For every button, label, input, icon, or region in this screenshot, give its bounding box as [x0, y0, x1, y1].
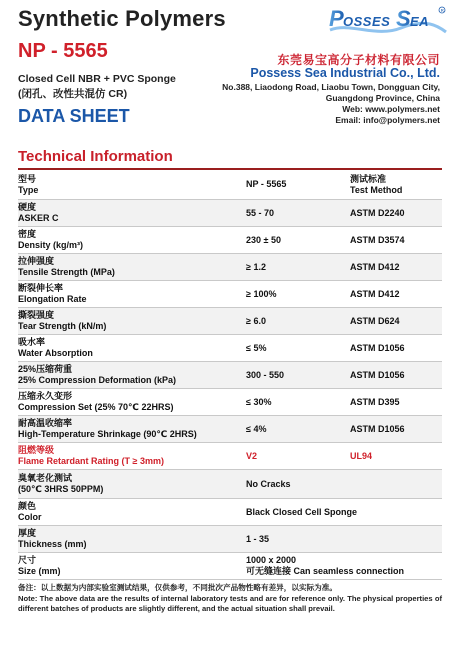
company-email: Email: info@polymers.net — [335, 115, 440, 125]
test-method-en: ASTM D395 — [350, 396, 400, 407]
property-name-en: ASKER C — [18, 213, 59, 223]
property-name-cn: 尺寸 — [18, 555, 37, 565]
test-method — [348, 254, 442, 280]
company-web: Web: www.polymers.net — [342, 104, 440, 114]
property-name-en: Compression Set (25% 70℃ 22HRS) — [18, 402, 174, 412]
property-name-cn: 压缩永久变形 — [18, 391, 73, 401]
company-name-cn: 东莞易宝高分子材料有限公司 — [277, 53, 440, 67]
property-value — [244, 335, 348, 361]
test-method-en: ASTM D412 — [350, 261, 400, 272]
property-value-text: ≥ 1.2 — [246, 261, 266, 272]
spec-table — [18, 168, 442, 580]
property-name-cn: 密度 — [18, 229, 37, 239]
property-name-en: Thickness (mm) — [18, 539, 87, 549]
property-value-text: ≥ 6.0 — [246, 315, 266, 326]
property-value-text: 1000 x 2000 — [246, 555, 297, 565]
property-value — [244, 499, 442, 525]
property-name-cn: 臭氧老化测试 — [18, 473, 73, 483]
property-value-text: ≤ 4% — [246, 423, 267, 434]
svg-text:OSSES: OSSES — [343, 14, 391, 29]
test-method — [348, 227, 442, 253]
property-value — [244, 470, 442, 498]
svg-text:EA: EA — [410, 14, 430, 29]
test-method-en: ASTM D412 — [350, 288, 400, 299]
test-method-en: ASTM D1056 — [350, 369, 405, 380]
test-method-en: UL94 — [350, 450, 373, 461]
property-name-en: Tensile Strength (MPa) — [18, 267, 115, 277]
svg-text:R: R — [440, 7, 444, 13]
property-value — [244, 526, 442, 552]
property-name — [18, 335, 244, 361]
table-row-flame-rating — [18, 443, 442, 470]
property-name — [18, 416, 244, 442]
property-name-en: Size (mm) — [18, 566, 61, 576]
property-value-text: 300 - 550 — [246, 369, 285, 380]
table-row — [18, 389, 442, 416]
property-name-cn: 撕裂强度 — [18, 310, 55, 320]
property-name-en: High-Temperature Shrinkage (90℃ 2HRS) — [18, 429, 197, 439]
property-name-cn: 断裂伸长率 — [18, 283, 64, 293]
property-value-text: ≥ 100% — [246, 288, 277, 299]
table-row — [18, 499, 442, 526]
property-value-text: Black Closed Cell Sponge — [246, 506, 358, 517]
test-method — [348, 281, 442, 307]
property-value-text: NP - 5565 — [246, 179, 287, 189]
property-value — [244, 389, 348, 415]
property-value — [244, 443, 348, 469]
property-name-cn: 阻燃等级 — [18, 445, 55, 455]
property-value-text: 230 ± 50 — [246, 234, 281, 245]
property-name — [18, 281, 244, 307]
property-name-cn: 拉伸强度 — [18, 256, 55, 266]
property-value — [244, 308, 348, 334]
property-name-en: Flame Retardant Rating (T ≥ 3mm) — [18, 456, 164, 466]
property-name — [18, 443, 244, 469]
test-method — [348, 443, 442, 469]
property-value — [244, 553, 442, 579]
property-name-en: 25% Compression Deformation (kPa) — [18, 375, 177, 385]
property-name — [18, 308, 244, 334]
property-name — [18, 389, 244, 415]
property-value-text: V2 — [246, 450, 258, 461]
company-contact-info — [150, 82, 440, 126]
footnote-en: Note: The above data are the results of internal laboratory tests and are for reference only. The physical properties of different batches of products are slightly different, and the actual situation shall prevail. — [18, 593, 442, 613]
company-address-line2: Guangdong Province, China — [325, 93, 440, 103]
product-desc-cn: (闭孔、改性共混仿 CR) — [18, 88, 128, 100]
property-name-en: Type — [18, 184, 39, 195]
property-value — [244, 200, 348, 226]
company-address-line1: No.388, Liaodong Road, Liaobu Town, Dongguan City, — [222, 82, 440, 92]
property-name-en: Tear Strength (kN/m) — [18, 321, 107, 331]
test-method-en: ASTM D2240 — [350, 207, 405, 218]
test-method-en: ASTM D3574 — [350, 234, 405, 245]
property-name-cn: 吸水率 — [18, 337, 46, 347]
test-method — [348, 200, 442, 226]
property-name — [18, 553, 244, 579]
property-value-text: ≤ 30% — [246, 396, 272, 407]
property-name — [18, 362, 244, 388]
table-row — [18, 200, 442, 227]
table-row — [18, 227, 442, 254]
property-name-cn: 25%压缩荷重 — [18, 364, 73, 374]
product-desc-en: Closed Cell NBR + PVC Sponge — [18, 73, 176, 85]
property-name-cn: 厚度 — [18, 528, 37, 538]
test-method — [348, 335, 442, 361]
property-name-cn: 耐高温收缩率 — [18, 418, 73, 428]
property-name — [18, 254, 244, 280]
property-name — [18, 526, 244, 552]
test-method-en: ASTM D1056 — [350, 342, 405, 353]
product-code: NP - 5565 — [18, 40, 108, 62]
property-value — [244, 362, 348, 388]
company-logo — [326, 4, 448, 40]
property-value — [244, 281, 348, 307]
test-method — [348, 362, 442, 388]
test-method — [348, 308, 442, 334]
test-method-cn: 测试标准 — [350, 173, 387, 184]
property-name — [18, 499, 244, 525]
property-name-en: Elongation Rate — [18, 294, 87, 304]
table-row — [18, 553, 442, 580]
test-method-en: ASTM D624 — [350, 315, 400, 326]
property-value — [244, 227, 348, 253]
table-row — [18, 362, 442, 389]
property-name-cn: 硬度 — [18, 202, 37, 212]
property-value-text: No Cracks — [246, 478, 291, 489]
svg-text:S: S — [396, 6, 411, 31]
property-name — [18, 200, 244, 226]
property-value — [244, 254, 348, 280]
property-name — [18, 470, 244, 498]
property-value-text: 55 - 70 — [246, 207, 275, 218]
table-row — [18, 281, 442, 308]
property-name-en: (50℃ 3HRS 50PPM) — [18, 484, 104, 494]
datasheet-label: DATA SHEET — [18, 106, 130, 126]
table-row — [18, 170, 442, 200]
table-row — [18, 526, 442, 553]
property-name-cn: 颜色 — [18, 501, 37, 511]
property-value — [244, 416, 348, 442]
table-row — [18, 308, 442, 335]
table-row — [18, 470, 442, 499]
property-value-text: ≤ 5% — [246, 342, 267, 353]
test-method — [348, 416, 442, 442]
property-name — [18, 170, 244, 199]
section-title: Technical Information — [18, 148, 173, 165]
svg-text:P: P — [329, 6, 344, 31]
property-value-note: 可无缝连接 Can seamless connection — [246, 566, 405, 576]
table-row — [18, 335, 442, 362]
table-row — [18, 254, 442, 281]
page-title: Synthetic Polymers — [18, 6, 226, 31]
test-method-en: ASTM D1056 — [350, 423, 405, 434]
property-name-en: Water Absorption — [18, 348, 93, 358]
property-name-en: Color — [18, 512, 42, 522]
test-method — [348, 389, 442, 415]
property-value-text: 1 - 35 — [246, 533, 270, 544]
property-name-cn: 型号 — [18, 173, 37, 184]
table-row — [18, 416, 442, 443]
footnote — [18, 583, 442, 615]
company-name-en: Possess Sea Industrial Co., Ltd. — [250, 66, 440, 80]
property-name-en: Density (kg/m³) — [18, 240, 84, 250]
test-method-en: Test Method — [350, 184, 403, 195]
property-name — [18, 227, 244, 253]
test-method — [348, 170, 442, 199]
footnote-cn: 备注：以上数据为内部实验室测试结果，仅供参考，不同批次产品物性略有差异，以实际为准。 — [18, 583, 337, 592]
property-value — [244, 170, 348, 199]
